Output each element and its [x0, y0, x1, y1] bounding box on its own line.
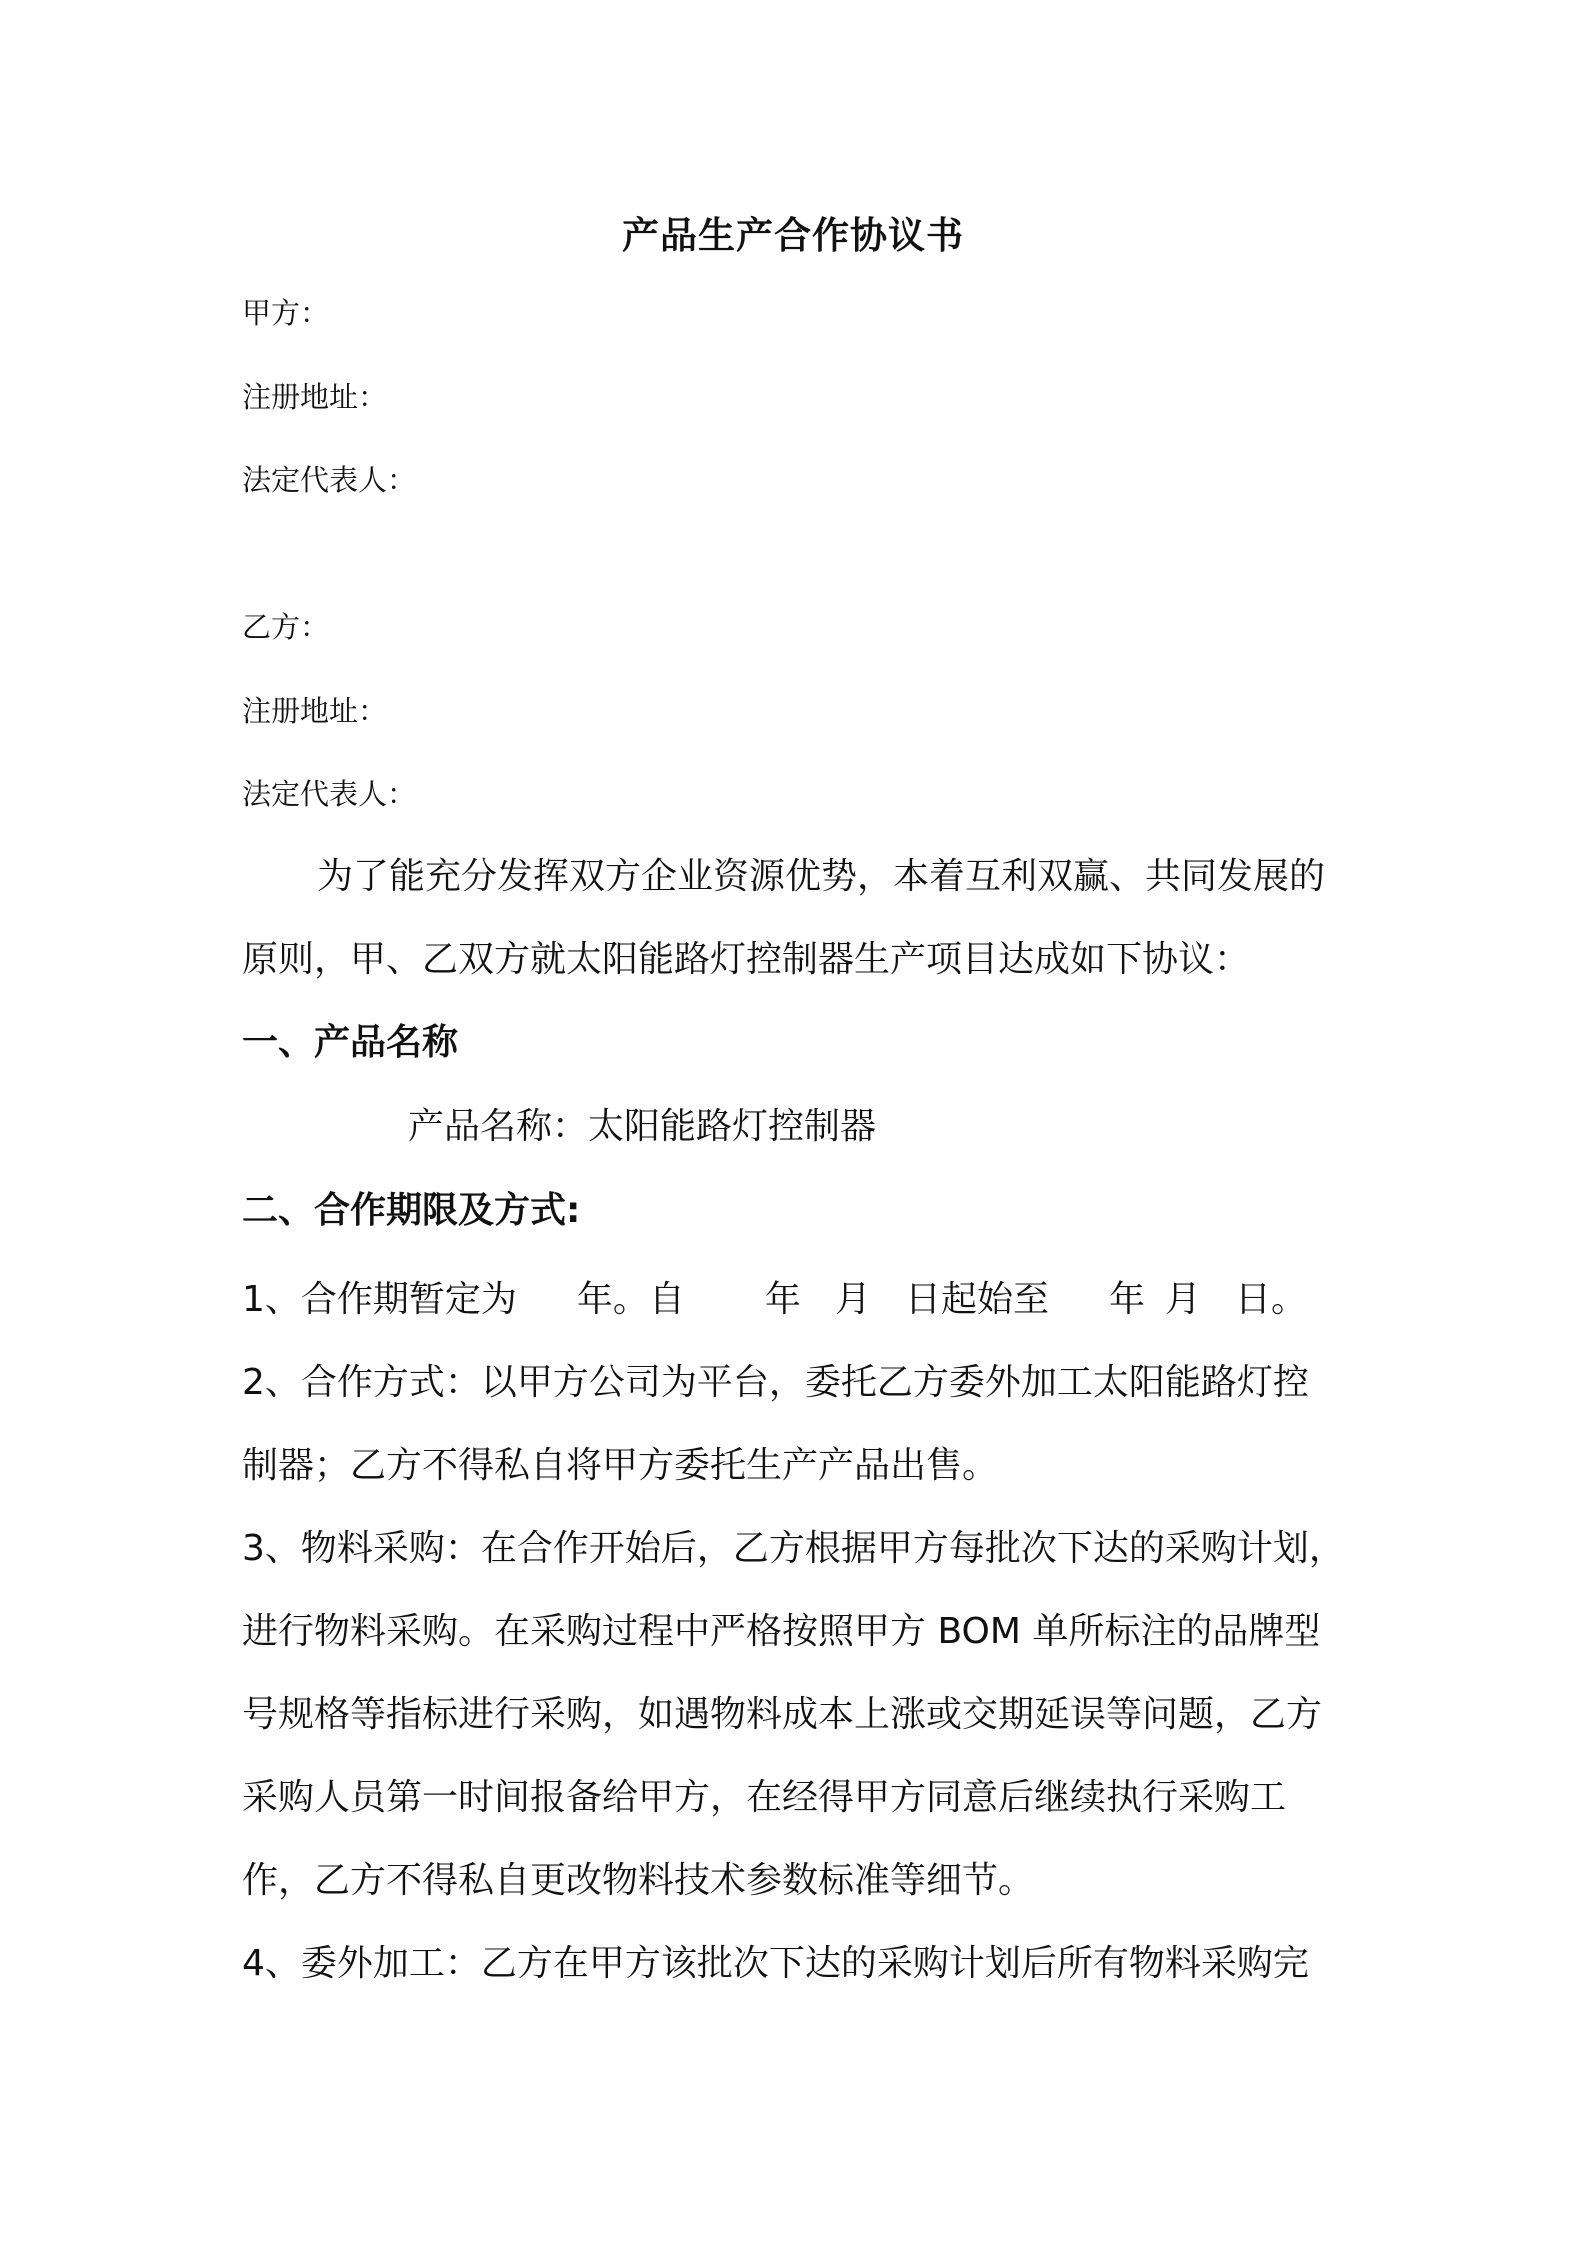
cooperation-term-line [242, 1275, 1307, 1325]
product-name-line: 产品名称：太阳能路灯控制器 [408, 1106, 877, 1147]
document-title: 产品生产合作协议书 [622, 214, 964, 257]
section-1-heading: 一、产品名称 [242, 1022, 459, 1063]
party-b-rep-label: 法定代表人： [242, 777, 417, 811]
term-part-6: 年 [1108, 1279, 1145, 1320]
item-4-line-1: 4、委外加工：乙方在甲方该批次下达的采购计划后所有物料采购完 [242, 1943, 1309, 1984]
term-part-7: 月 [1164, 1279, 1201, 1320]
party-a-rep-label: 法定代表人： [242, 463, 417, 497]
item-3-line-1: 3、物料采购：在合作开始后，乙方根据甲方每批次下达的采购计划， [242, 1528, 1345, 1569]
item-3-line-2: 进行物料采购。在采购过程中严格按照甲方 BOM 单所标注的品牌型 [242, 1611, 1321, 1652]
item-3-line-5: 作，乙方不得私自更改物料技术参数标准等细节。 [242, 1860, 1035, 1901]
section-2-heading: 二、合作期限及方式: [242, 1190, 581, 1231]
party-a-address-label: 注册地址： [242, 380, 388, 414]
item-2-line-1: 2、合作方式：以甲方公司为平台，委托乙方委外加工太阳能路灯控 [242, 1362, 1309, 1403]
party-b-address-label: 注册地址： [242, 694, 388, 728]
term-part-4: 月 [834, 1279, 871, 1320]
party-a-name-label: 甲方： [242, 296, 330, 330]
preamble-line-2: 原则，甲、乙双方就太阳能路灯控制器生产项目达成如下协议： [242, 939, 1251, 980]
item-2-line-2: 制器；乙方不得私自将甲方委托生产产品出售。 [242, 1445, 999, 1486]
party-b-name-label: 乙方： [242, 610, 330, 644]
term-part-1: 1、合作期暂定为 [242, 1279, 517, 1320]
term-part-5: 日起始至 [904, 1279, 1049, 1320]
term-part-8: 日。 [1235, 1279, 1308, 1320]
item-3-line-4: 采购人员第一时间报备给甲方，在经得甲方同意后继续执行采购工 [242, 1777, 1287, 1818]
preamble-line-1: 为了能充分发挥双方企业资源优势，本着互利双赢、共同发展的 [317, 856, 1326, 897]
term-part-3: 年 [764, 1279, 801, 1320]
item-3-line-3: 号规格等指标进行采购，如遇物料成本上涨或交期延误等问题，乙方 [242, 1694, 1323, 1735]
term-part-2: 年。自 [576, 1279, 685, 1320]
